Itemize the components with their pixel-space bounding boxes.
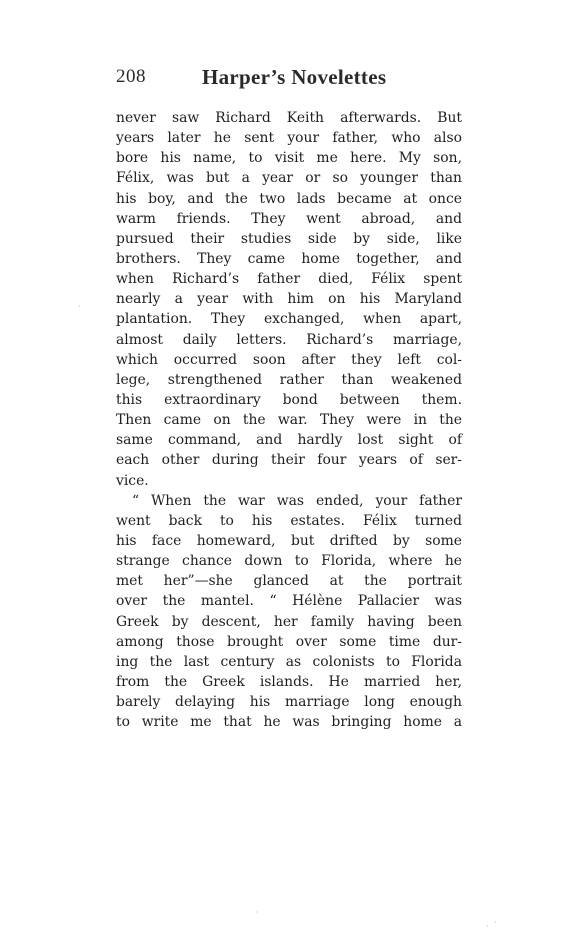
page-number: 208 [116, 66, 146, 87]
text-line: met her”—she glanced at the portrait [116, 573, 462, 590]
text-line: vice. [116, 472, 149, 489]
text-line: brothers. They came home together, and [116, 250, 462, 267]
text-line: when Richard’s father died, Félix spent [116, 271, 462, 288]
text-line: lege, strengthened rather than weakened [116, 371, 462, 388]
text-line: same command, and hardly lost sight of [116, 432, 462, 449]
text-line: years later he sent your father, who also [116, 130, 462, 147]
scan-speck: · [494, 918, 497, 927]
text-line: almost daily letters. Richard’s marriage, [116, 331, 462, 348]
text-line: his boy, and the two lads became at once [116, 190, 462, 207]
text-line: nearly a year with him on his Maryland [116, 291, 462, 308]
running-title: Harper’s Novelettes [202, 65, 387, 89]
text-line: each other during their four years of ser- [116, 452, 462, 469]
text-line: over the mantel. “ Hélène Pallacier was [116, 593, 462, 610]
text-line: went back to his estates. Félix turned [116, 512, 462, 529]
text-line: barely delaying his marriage long enough [116, 694, 462, 711]
running-header [0, 66, 575, 90]
text-line: plantation. They exchanged, when apart, [116, 311, 462, 328]
scan-speck: · [78, 302, 81, 311]
text-line: Then came on the war. They were in the [116, 412, 462, 429]
text-line: pursued their studies side by side, like [116, 230, 462, 247]
text-line: bore his name, to visit me here. My son, [116, 150, 462, 167]
text-line: which occurred soon after they left col- [116, 351, 462, 368]
text-line: warm friends. They went abroad, and [116, 210, 462, 227]
text-line: Greek by descent, her family having been [116, 613, 462, 630]
text-line: from the Greek islands. He married her, [116, 673, 462, 690]
text-line: this extraordinary bond between them. [116, 391, 462, 408]
text-line: to write me that he was bringing home a [116, 714, 462, 731]
text-line: strange chance down to Florida, where he [116, 553, 462, 570]
scan-speck: · [256, 908, 259, 917]
text-line: among those brought over some time dur- [116, 633, 462, 650]
text-line: ing the last century as colonists to Florida [116, 653, 462, 670]
body-text [116, 108, 462, 732]
text-line: his face homeward, but drifted by some [116, 532, 462, 549]
text-line: “ When the war was ended, your father [132, 492, 462, 509]
scan-speck: · [486, 922, 489, 931]
text-line: Félix, was but a year or so younger than [116, 170, 462, 187]
text-line: never saw Richard Keith afterwards. But [116, 110, 462, 126]
